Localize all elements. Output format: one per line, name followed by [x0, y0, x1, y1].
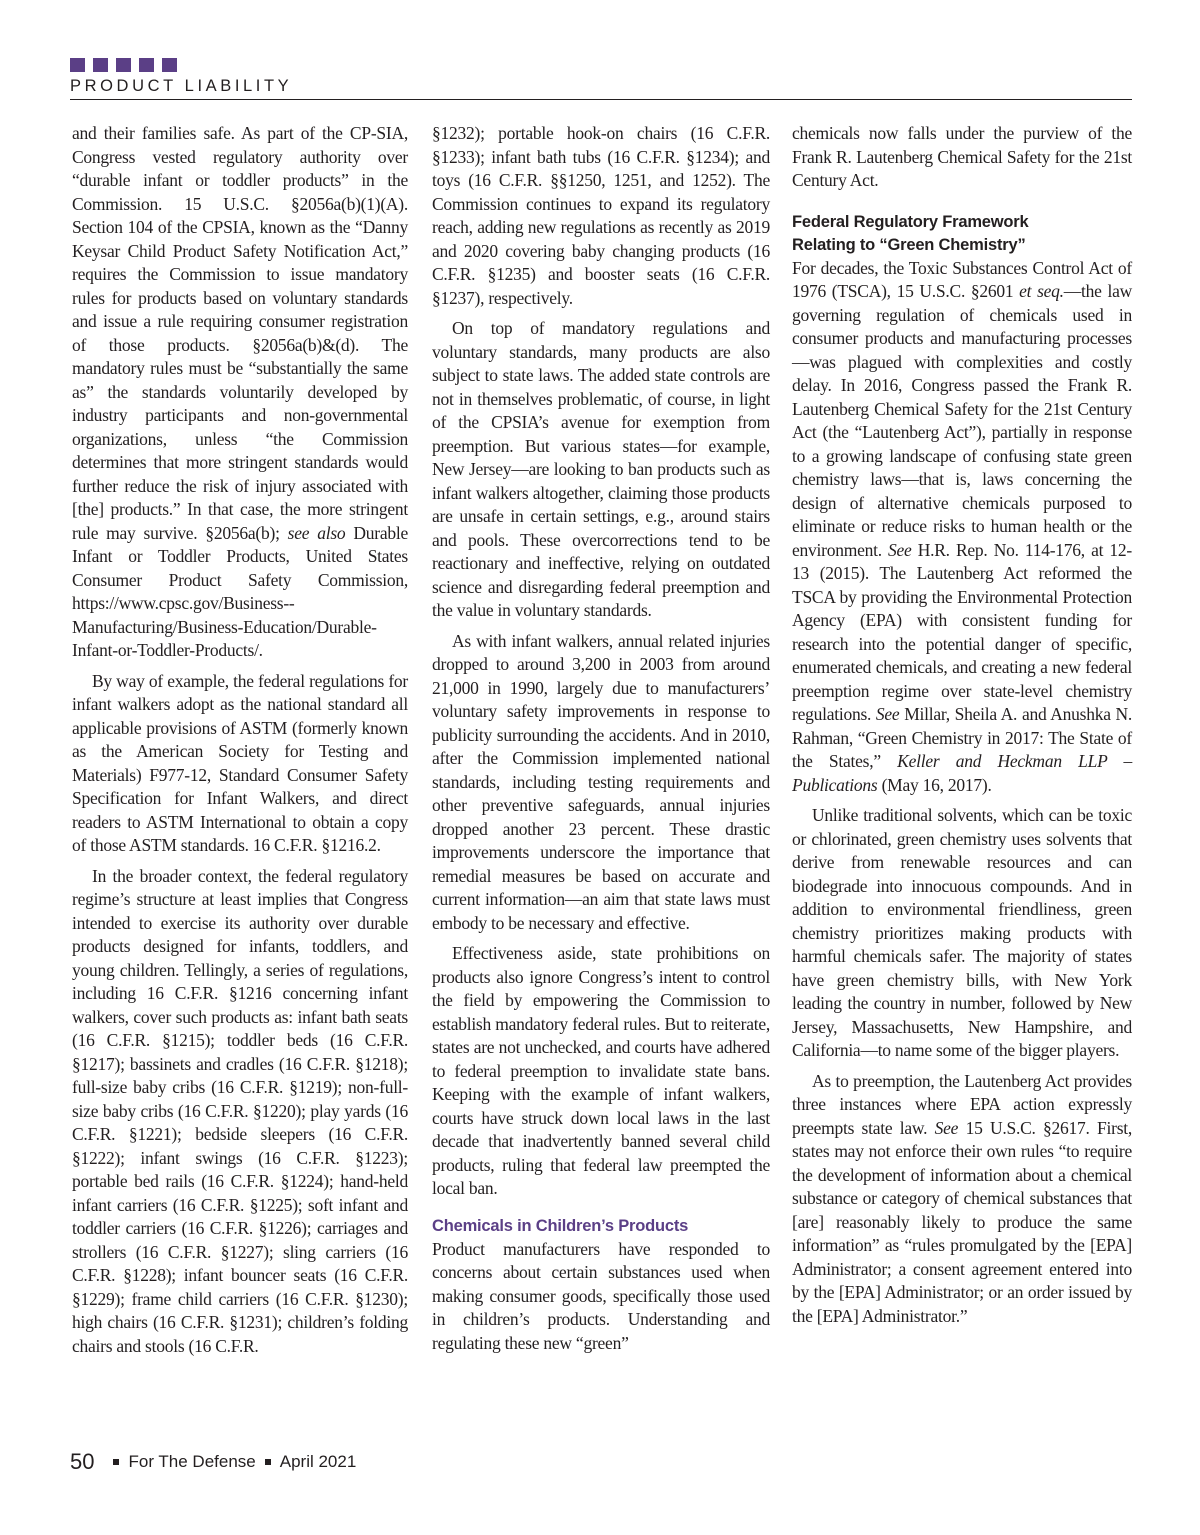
heading-line: Federal Regulatory Framework: [792, 212, 1029, 231]
header-rule: [70, 99, 1132, 100]
heading-line: Relating to “Green Chemistry”: [792, 235, 1026, 254]
header-decor-squares: [70, 58, 1132, 72]
column-3: [792, 122, 1132, 1335]
decor-square: [162, 58, 177, 72]
paragraph: Effectiveness aside, state prohibitions on products also ignore Congress’s intent to control the field by empowering the Commission to establish mandatory federal rules. But to reiterate, states are not unchecked, and courts have adhered to federal preemption to invalidate state bans. Keeping with the example of infant walkers, courts have struck down local laws in the last decade that inadvertently banned several child products, ruling that federal law preempted the local ban.: [432, 943, 770, 1198]
paragraph: On top of mandatory regulations and voluntary standards, many products are also subject to state laws. The added state controls are not in themselves problematic, of course, in light of the CPSIA’s avenue for exemption from preemption. But various states—for example, New Jersey—are looking to ban products such as infant walkers altogether, claiming those products are unsafe in certain settings, e.g., around stairs and pools. These overcorrections tend to be reactionary and ineffective, relying on outdated science and disregarding federal preemption and the value in voluntary standards.: [432, 318, 770, 620]
decor-square: [116, 58, 131, 72]
paragraph: In the broader context, the federal regulatory regime’s structure at least implies that Congress intended to exercise its authority over durable products designed for infants, toddlers, and young children. Tellingly, a series of regulations, including 16 C.F.R. §1216 concerning infant walkers, cover such products as: infant bath seats (16 C.F.R. §1215); toddler beds (16 C.F.R. §1217); bassinets and cradles (16 C.F.R. §1218); full-size baby cribs (16 C.F.R. §1219); non-full-size baby cribs (16 C.F.R. §1220); play yards (16 C.F.R. §1221); bedside sleepers (16 C.F.R. §1222); infant swings (16 C.F.R. §1223); portable bed rails (16 C.F.R. §1224); hand-held infant carriers (16 C.F.R. §1225); soft infant and toddler carriers (16 C.F.R. §1226); carriages and strollers (16 C.F.R. §1227); sling carriers (16 C.F.R. §1228); infant bouncer seats (16 C.F.R. §1229); frame child carriers (16 C.F.R. §1230); high chairs (16 C.F.R. §1231); children’s folding chairs and stools (16 C.F.R.: [72, 865, 408, 1356]
paragraph: §1232); portable hook-on chairs (16 C.F.R. §1233); infant bath tubs (16 C.F.R. §1234); and toys (16 C.F.R. §§1250, 1251, and 1252). The Commission continues to expand its regulatory reach, adding new regulations as recently as 2019 and 2020 covering baby changing products (16 C.F.R. §1235) and booster seats (16 C.F.R. §1237), respectively.: [432, 123, 770, 308]
footer-bullet: [265, 1459, 271, 1465]
column-1: [72, 122, 408, 1365]
decor-square: [70, 58, 85, 72]
paragraph: As with infant walkers, annual related injuries dropped to around 3,200 in 2003 from around 21,000 in 1990, largely due to manufacturers’ voluntary safety improvements in response to publicity surrounding the accidents. And in 2010, after the Commission implemented national standards, including testing requirements and other preventive safeguards, annual injuries dropped another 23 percent. These drastic improvements underscore the importance that remedial measures be based on accurate and current information—an aim that state laws must embody to be necessary and effective.: [432, 630, 770, 933]
footer-bullet: [113, 1459, 119, 1465]
section-heading-federal-framework: [792, 211, 1132, 257]
page-number: 50: [70, 1449, 95, 1474]
paragraph: As to preemption, the Lautenberg Act provides three instances where EPA action expressly preempts state law. See 15 U.S.C. §2617. First, states may not enforce their own rules “to require the development of information about a chemical substance or category of chemical substances that [are] reasonably likely to produce the same information” as “rules promulgated by the [EPA] Administrator; a consent agreement entered into by the [EPA] Administrator; or an order issued by the [EPA] Administrator.”: [792, 1070, 1132, 1326]
section-heading-chemicals: Chemicals in Children’s Products: [432, 1216, 689, 1235]
section-label: PRODUCT LIABILITY: [70, 77, 293, 95]
decor-square: [139, 58, 154, 72]
paragraph: Product manufacturers have responded to concerns about certain substances used when making consumer goods, specifically those used in children’s products. Understanding and regulating these new “green”: [432, 1238, 770, 1353]
paragraph: and their families safe. As part of the CP-SIA, Congress vested regulatory authority over “durable infant or toddler products” in the Commission. 15 U.S.C. §2056a(b)(1)(A). Section 104 of the CPSIA, known as the “Danny Keysar Child Product Safety Notification Act,” requires the Commission to issue mandatory rules for products based on voluntary standards and issue a rule requiring consumer registration of those products. §2056a(b)&(d). The mandatory rules must be “substantially the same as” the standards voluntarily developed by industry participants and non-governmental organizations, unless “the Commission determines that more stringent standards would further reduce the risk of injury associated with [the] products.” In that case, the more stringent rule may survive. §2056a(b); see also Durable Infant or Toddler Products, United States Consumer Product Safety Commission, https://www.cpsc.gov/Business--Manufacturing/Business-Education/Durable-Infant-or-Toddler-Products/.: [72, 123, 409, 660]
paragraph: By way of example, the federal regulations for infant walkers adopt as the national standard all applicable provisions of ASTM (formerly known as the American Society for Testing and Materials) F977-12, Standard Consumer Safety Specification for Infant Walkers, and direct readers to ASTM International to obtain a copy of those ASTM standards. 16 C.F.R. §1216.2.: [72, 670, 408, 855]
publication-name: For The Defense: [128, 1452, 256, 1471]
running-header: [70, 58, 1132, 96]
decor-square: [93, 58, 108, 72]
paragraph: Unlike traditional solvents, which can be toxic or chlorinated, green chemistry uses solvents that derive from renewable resources and can biodegrade into innocuous compounds. And in addition to environmental friendliness, green chemistry prioritizes making products with harmful chemicals safer. The majority of states have green chemistry bills, with New York leading the country in number, followed by New Jersey, Massachusetts, New Hampshire, and California—to name some of the bigger players.: [792, 805, 1132, 1060]
issue-date: April 2021: [279, 1452, 357, 1471]
paragraph: For decades, the Toxic Substances Control Act of 1976 (TSCA), 15 U.S.C. §2601 et seq.—the law governing regulation of chemicals used in consumer products and manufacturing processes—was plagued with complexities and costly delay. In 2016, Congress passed the Frank R. Lautenberg Chemical Safety for the 21st Century Act (the “Lautenberg Act”), partially in response to a growing landscape of confusing state green chemistry laws—that is, laws concerning the design of alternative chemicals purposed to eliminate or reduce risks to human health or the environment. See H.R. Rep. No. 114-176, at 12-13 (2015). The Lautenberg Act reformed the TSCA by providing the Environmental Protection Agency (EPA) with consistent funding for research into the potential danger of specific, enumerated chemicals, and creating a new federal preemption regime over state-level chemistry regulations. See Millar, Sheila A. and Anushka N. Rahman, “Green Chemistry in 2017: The State of the States,” Keller and Heckman LLP – Publications (May 16, 2017).: [792, 257, 1132, 795]
page-footer: [70, 1449, 356, 1475]
paragraph: chemicals now falls under the purview of the Frank R. Lautenberg Chemical Safety for the 21st Century Act.: [792, 123, 1132, 190]
column-2: [432, 122, 770, 1362]
